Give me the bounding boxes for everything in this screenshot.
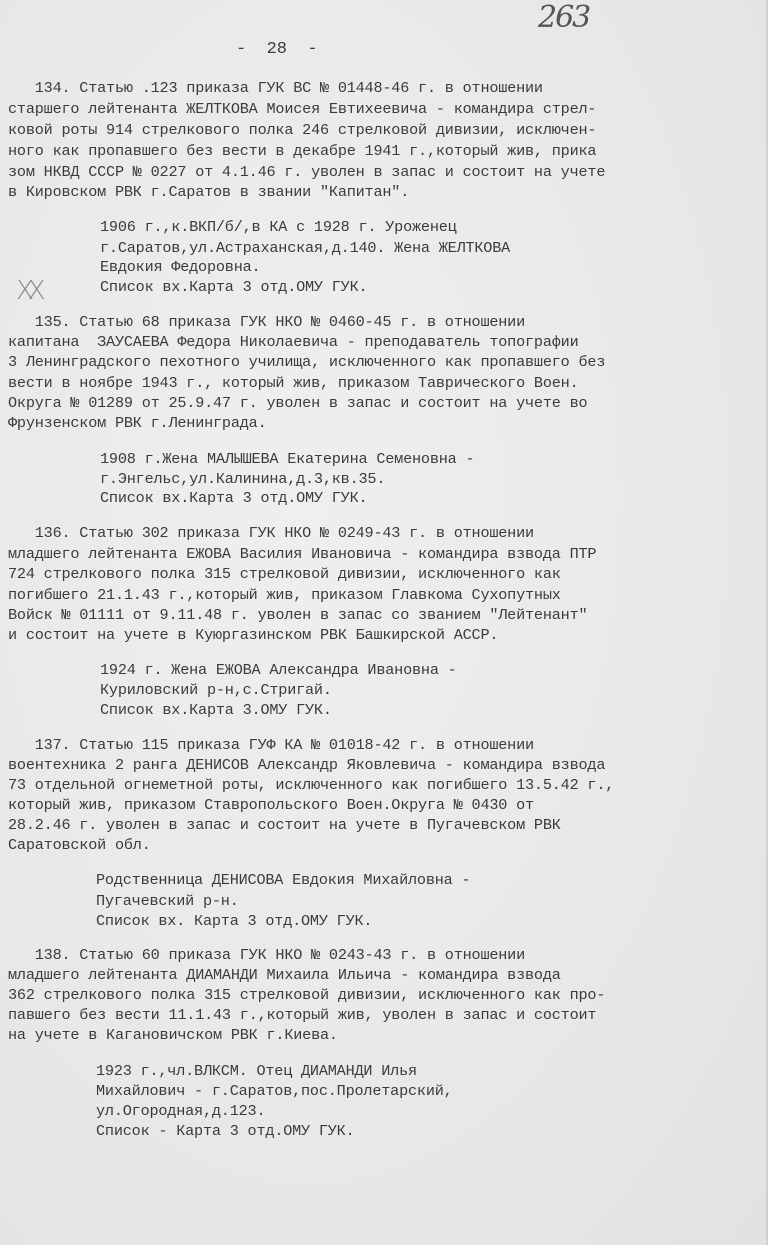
entry-note-line: 1908 г.Жена МАЛЫШЕВА Екатерина Семеновна - (100, 450, 475, 468)
entry-note-line: Список вх.Карта 3.ОМУ ГУК. (100, 701, 332, 719)
entry-line: в Кировском РВК г.Саратов в звании "Капитан". (8, 183, 410, 201)
entry-line: воентехника 2 ранга ДЕНИСОВ Александр Яковлевича - командира взвода (8, 756, 606, 774)
entry-note-line: Михайлович - г.Саратов,пос.Пролетарский, (96, 1082, 453, 1100)
entry-line: ковой роты 914 стрелкового полка 246 стрелковой дивизии, исключен- (8, 121, 597, 139)
margin-mark: XX (16, 276, 40, 306)
entry-line: на учете в Кагановичском РВК г.Киева. (8, 1026, 338, 1044)
entry-note-line: ул.Огородная,д.123. (96, 1102, 266, 1120)
entry-line: 3 Ленинградского пехотного училища, исключенного как пропавшего без (8, 353, 606, 371)
entry-line: капитана ЗАУСАЕВА Федора Николаевича - преподаватель топографии (8, 333, 579, 351)
entry-note-line: Пугачевский р-н. (96, 892, 239, 910)
entry-note-line: Евдокия Федоровна. (100, 258, 261, 276)
entry-line: 73 отдельной огнеметной роты, исключенного как погибшего 13.5.42 г., (8, 776, 615, 794)
entry-note-line: 1923 г.,чл.ВЛКСМ. Отец ДИАМАНДИ Илья (96, 1062, 417, 1080)
entry-line: и состоит на учете в Куюргазинском РВК Башкирской АССР. (8, 626, 499, 644)
entry-line: 134. Статью .123 приказа ГУК ВС № 01448-46 г. в отношении (8, 79, 543, 97)
entry-line: старшего лейтенанта ЖЕЛТКОВА Моисея Евтихеевича - командира стрел- (8, 100, 597, 118)
entry-line: 135. Статью 68 приказа ГУК НКО № 0460-45 г. в отношении (8, 313, 526, 331)
entry-line: 724 стрелкового полка 315 стрелковой дивизии, исключенного как (8, 565, 561, 583)
entry-line: ного как пропавшего без вести в декабре 1941 г.,который жив, прика (8, 142, 597, 160)
entry-line: Округа № 01289 от 25.9.47 г. уволен в запас и состоит на учете во (8, 394, 588, 412)
entry-note-line: г.Энгельс,ул.Калинина,д.3,кв.35. (100, 470, 386, 488)
entry-note-line: 1924 г. Жена ЕЖОВА Александра Ивановна - (100, 661, 457, 679)
entry-line: 136. Статью 302 приказа ГУК НКО № 0249-43 г. в отношении (8, 524, 534, 542)
entry-note-line: г.Саратов,ул.Астраханская,д.140. Жена ЖЕЛТКОВА (100, 239, 511, 257)
entry-note-line: Список - Карта 3 отд.ОМУ ГУК. (96, 1122, 355, 1140)
entry-line: Фрунзенском РВК г.Ленинграда. (8, 414, 267, 432)
entry-line: 362 стрелкового полка 315 стрелковой дивизии, исключенного как про- (8, 986, 606, 1004)
entry-line: который жив, приказом Ставропольского Воен.Округа № 0430 от (8, 796, 534, 814)
entry-line: зом НКВД СССР № 0227 от 4.1.46 г. уволен в запас и состоит на учете (8, 163, 606, 181)
entry-line: вести в ноябре 1943 г., который жив, приказом Таврического Воен. (8, 374, 579, 392)
entry-note-line: Родственница ДЕНИСОВА Евдокия Михайловна - (96, 871, 471, 889)
entry-note-line: Список вх.Карта 3 отд.ОМУ ГУК. (100, 489, 368, 507)
entry-note-line: Список вх.Карта 3 отд.ОМУ ГУК. (100, 278, 368, 296)
entry-note-line: Список вх. Карта 3 отд.ОМУ ГУК. (96, 912, 373, 930)
entry-line: младшего лейтенанта ЕЖОВА Василия Ивановича - командира взвода ПТР (8, 545, 597, 563)
entry-line: Саратовской обл. (8, 836, 151, 854)
entry-line: 28.2.46 г. уволен в запас и состоит на учете в Пугачевском РВК (8, 816, 561, 834)
entry-line: 138. Статью 60 приказа ГУК НКО № 0243-43 г. в отношении (8, 946, 526, 964)
entry-line: погибшего 21.1.43 г.,который жив, приказом Главкома Сухопутных (8, 586, 561, 604)
entry-note-line: Куриловский р-н,с.Стригай. (100, 681, 332, 699)
entry-line: павшего без вести 11.1.43 г.,который жив, уволен в запас и состоит (8, 1006, 597, 1024)
page-number: - 28 - (236, 40, 318, 59)
entry-line: 137. Статью 115 приказа ГУФ КА № 01018-42 г. в отношении (8, 736, 534, 754)
entry-line: младшего лейтенанта ДИАМАНДИ Михаила Ильича - командира взвода (8, 966, 561, 984)
handwritten-archive-number: 263 (538, 0, 590, 35)
entry-note-line: 1906 г.,к.ВКП/б/,в КА с 1928 г. Уроженец (100, 218, 457, 236)
entry-line: Войск № 01111 от 9.11.48 г. уволен в запас со званием "Лейтенант" (8, 606, 588, 624)
